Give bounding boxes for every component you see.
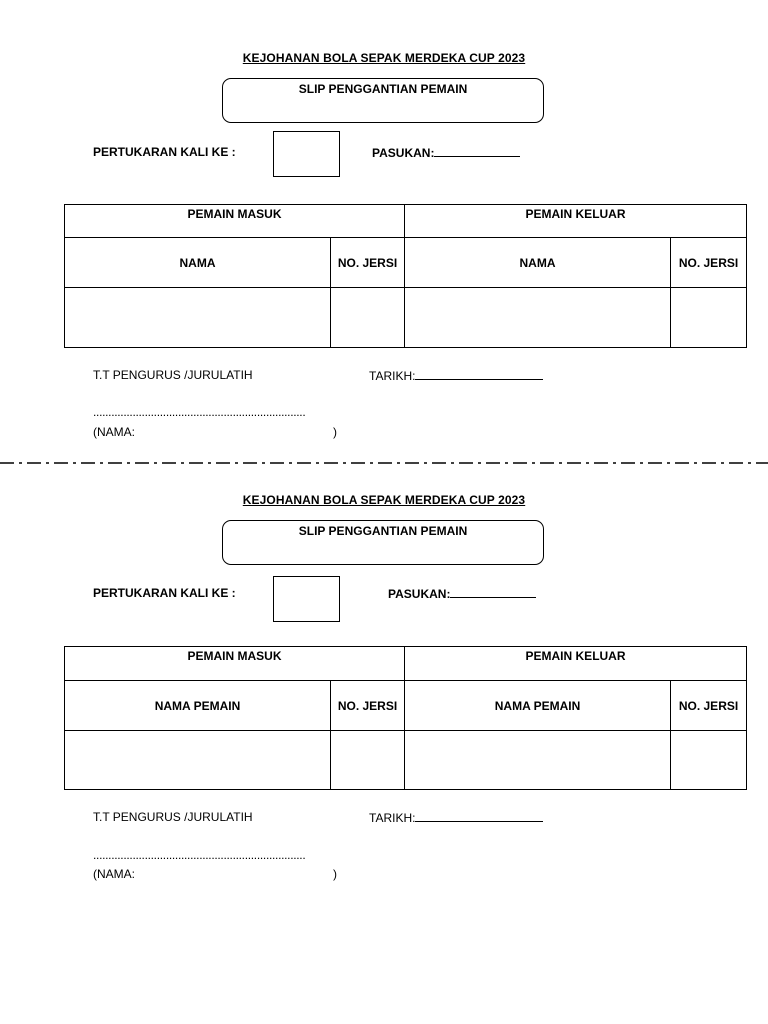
slip-label: SLIP PENGGANTIAN PEMAIN [298, 524, 468, 538]
players-out-header: PEMAIN KELUAR [405, 205, 747, 238]
exchange-count-label: PERTUKARAN KALI KE : [93, 586, 236, 600]
slip-label: SLIP PENGGANTIAN PEMAIN [298, 82, 468, 96]
in-jersey-column-header: NO. JERSI [331, 681, 405, 731]
name-open-label: (NAMA: [93, 867, 135, 881]
exchange-count-label: PERTUKARAN KALI KE : [93, 145, 236, 159]
team-blank-line[interactable] [450, 586, 536, 598]
in-jersey-cell[interactable] [331, 288, 405, 348]
slip-label-box [222, 520, 544, 565]
in-jersey-cell[interactable] [331, 731, 405, 790]
players-out-header: PEMAIN KELUAR [405, 647, 747, 681]
in-jersey-column-header: NO. JERSI [331, 238, 405, 288]
team-field[interactable] [388, 586, 536, 601]
in-name-cell[interactable] [65, 731, 331, 790]
date-label: TARIKH: [369, 369, 416, 383]
substitution-table [64, 204, 747, 348]
date-blank-line[interactable] [415, 810, 543, 822]
name-close-paren: ) [333, 425, 337, 439]
out-name-column-header: NAMA PEMAIN [405, 681, 671, 731]
out-name-cell[interactable] [405, 731, 671, 790]
signatory-label: T.T PENGURUS /JURULATIH [93, 368, 253, 382]
out-jersey-cell[interactable] [671, 288, 747, 348]
date-blank-line[interactable] [415, 368, 543, 380]
out-jersey-cell[interactable] [671, 731, 747, 790]
out-name-cell[interactable] [405, 288, 671, 348]
out-jersey-column-header: NO. JERSI [671, 238, 747, 288]
signature-dotted-line[interactable]: ...................................................................... [93, 848, 306, 862]
tournament-title: KEJOHANAN BOLA SEPAK MERDEKA CUP 2023 [242, 51, 526, 65]
tournament-title: KEJOHANAN BOLA SEPAK MERDEKA CUP 2023 [242, 493, 526, 507]
signatory-label: T.T PENGURUS /JURULATIH [93, 810, 253, 824]
exchange-count-field[interactable] [273, 131, 340, 177]
in-name-cell[interactable] [65, 288, 331, 348]
players-in-header: PEMAIN MASUK [65, 205, 405, 238]
team-label: PASUKAN: [372, 146, 435, 160]
date-field[interactable] [369, 810, 543, 825]
team-field[interactable] [372, 145, 520, 160]
signature-dotted-line[interactable]: ...................................................................... [93, 405, 306, 419]
out-jersey-column-header: NO. JERSI [671, 681, 747, 731]
name-open-label: (NAMA: [93, 425, 135, 439]
players-in-header: PEMAIN MASUK [65, 647, 405, 681]
exchange-count-field[interactable] [273, 576, 340, 622]
substitution-table [64, 646, 747, 790]
team-label: PASUKAN: [388, 587, 451, 601]
in-name-column-header: NAMA PEMAIN [65, 681, 331, 731]
slip-label-box [222, 78, 544, 123]
in-name-column-header: NAMA [65, 238, 331, 288]
date-field[interactable] [369, 368, 543, 383]
name-close-paren: ) [333, 867, 337, 881]
team-blank-line[interactable] [434, 145, 520, 157]
out-name-column-header: NAMA [405, 238, 671, 288]
date-label: TARIKH: [369, 811, 416, 825]
cut-line [0, 460, 768, 466]
